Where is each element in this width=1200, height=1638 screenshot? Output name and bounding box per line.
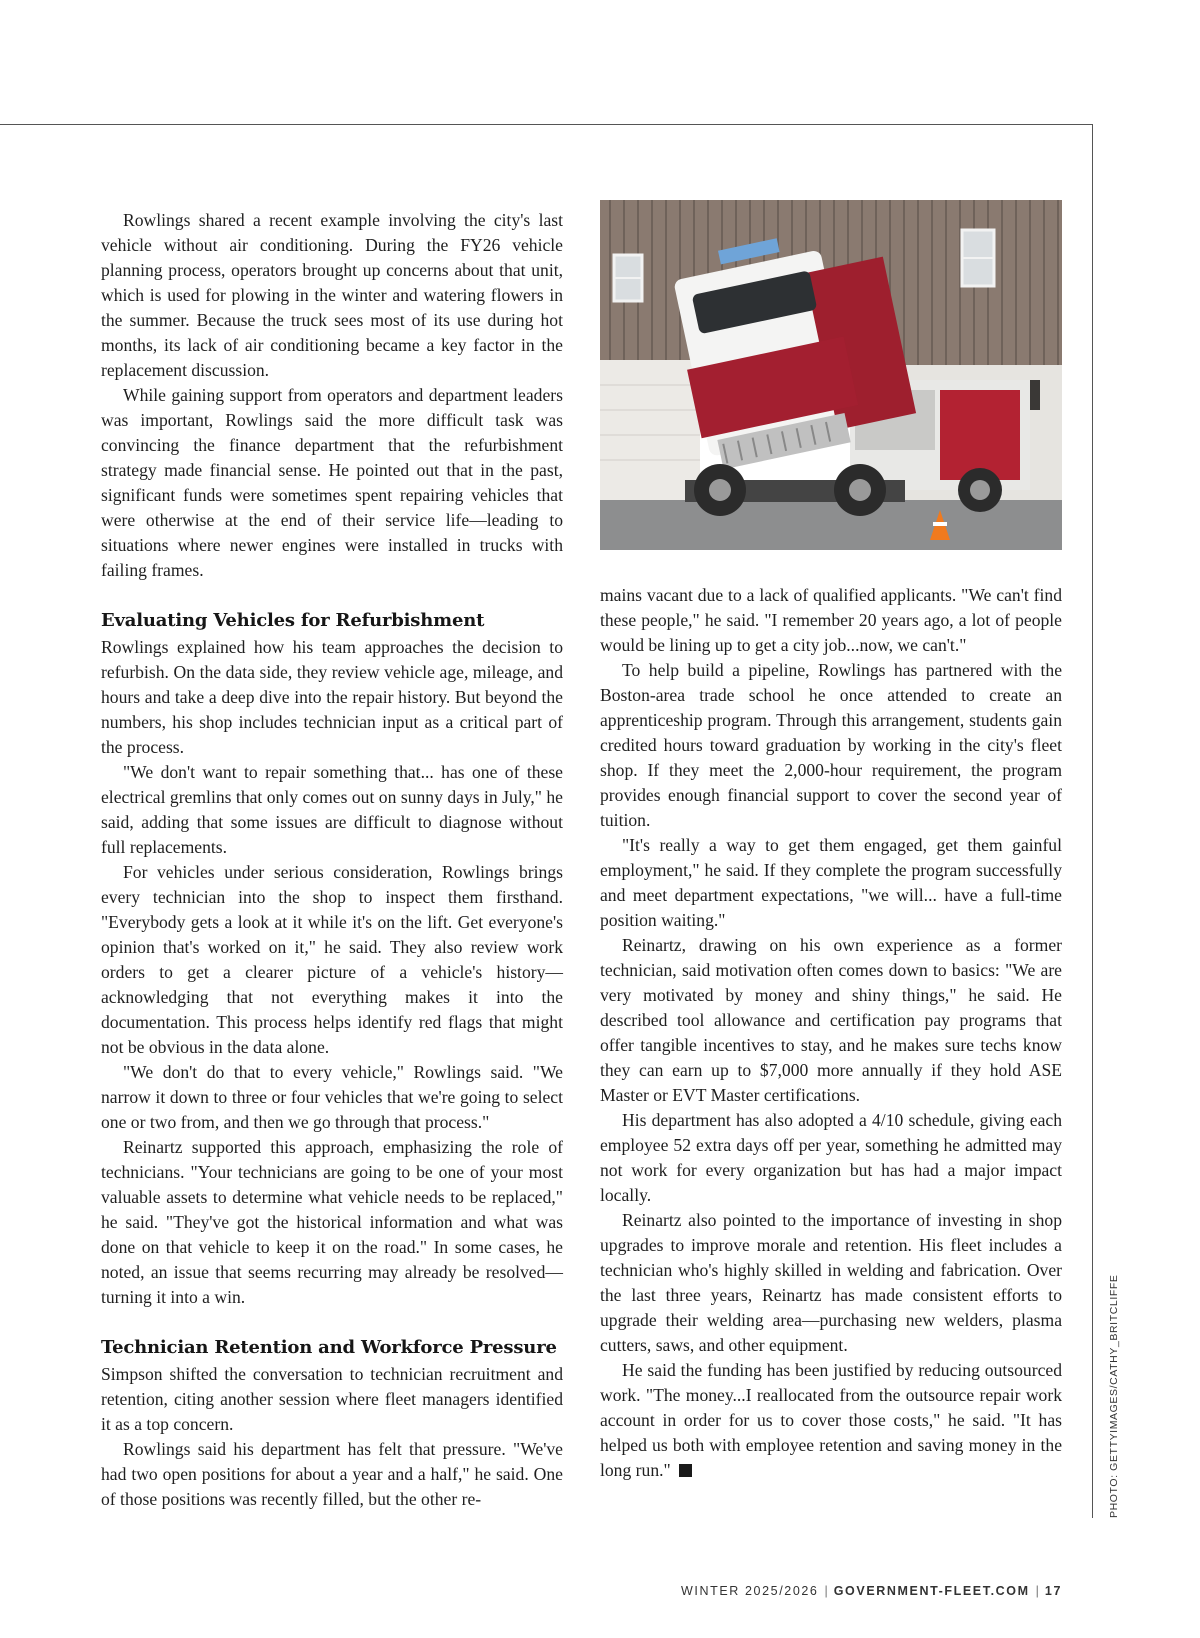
paragraph: Reinartz supported this approach, emphasizing the role of technicians. "Your technicians are going to be one of your most valuable assets to determine what vehicle needs to be replaced," he said. "They've got the historical information and what was done on that vehicle to keep it on the road." In some cases, he noted, an issue that seems recurring may already be resolved—turning it into a win. — [101, 1137, 563, 1307]
article-left-column — [101, 208, 563, 1512]
photo-credit: PHOTO: GETTYIMAGES/CATHY_BRITCLIFFE — [1108, 1274, 1120, 1518]
paragraph: "We don't want to repair something that... has one of these electrical gremlins that only comes out on sunny days in July," he said, adding that some issues are difficult to diagnose without full replacements. — [101, 762, 563, 857]
paragraph: Rowlings shared a recent example involving the city's last vehicle without air conditioning. During the FY26 vehicle planning process, operators brought up concerns about that unit, which is used for plowing in the winter and watering flowers in the summer. Because the truck sees most of its use during hot months, its lack of air conditioning became a key factor in the replacement discussion. — [101, 210, 563, 380]
page-frame-top-rule — [0, 124, 1092, 125]
end-of-article-mark — [679, 1464, 692, 1477]
paragraph: To help build a pipeline, Rowlings has partnered with the Boston-area trade school he once attended to create an apprenticeship program. Through this arrangement, students gain credited hours toward graduation by working in the city's fleet shop. If they meet the 2,000-hour requirement, the program provides enough financial support to cover the second year of tuition. — [600, 660, 1062, 830]
section-heading-refurbishment: Evaluating Vehicles for Refurbishment — [101, 610, 485, 631]
paragraph: Reinartz also pointed to the importance of investing in shop upgrades to improve morale and retention. His fleet includes a technician who's highly skilled in welding and fabrication. Over the last three years, Reinartz has made consistent efforts to upgrade their welding area—purchasing new welders, plasma cutters, saws, and other equipment. — [600, 1210, 1062, 1355]
fire-truck-photo — [600, 200, 1062, 550]
paragraph: For vehicles under serious consideration, Rowlings brings every technician into the shop to inspect them firsthand. "Everybody gets a look at it while it's on the lift. Get everyone's opinion that's worked on it," he said. They also review work orders to get a clearer picture of a vehicle's history—acknowledging that not everything makes it into the documentation. This process helps identify red flags that might not be obvious in the data alone. — [101, 862, 563, 1057]
issue-date: WINTER 2025/2026 — [681, 1584, 819, 1598]
paragraph: "It's really a way to get them engaged, get them gainful employment," he said. If they complete the program successfully and meet department expectations, "we will... have a full-time position waiting." — [600, 835, 1062, 930]
page-frame-right-rule — [1092, 124, 1093, 1518]
footer-separator: | — [1035, 1584, 1039, 1598]
website-name: GOVERNMENT-FLEET.COM — [833, 1584, 1030, 1598]
paragraph: While gaining support from operators and department leaders was important, Rowlings said the more difficult task was convincing the finance department that the refurbishment strategy made financial sense. He pointed out that in the past, significant funds were sometimes spent repairing vehicles that were otherwise at the end of their service life—leading to situations where newer engines were installed in trucks with failing frames. — [101, 385, 563, 580]
paragraph: "We don't do that to every vehicle," Rowlings said. "We narrow it down to three or four vehicles that we're going to select one or two from, and then we go through that process." — [101, 1062, 563, 1132]
paragraph: Rowlings explained how his team approaches the decision to refurbish. On the data side, they review vehicle age, mileage, and hours and take a deep dive into the repair history. But beyond the numbers, his shop includes technician input as a critical part of the process. — [101, 637, 563, 757]
page-footer — [681, 1584, 1062, 1598]
paragraph: His department has also adopted a 4/10 schedule, giving each employee 52 extra days off per year, something he admitted may not work for every organization but has had a major impact locally. — [600, 1110, 1062, 1205]
paragraph: Rowlings said his department has felt that pressure. "We've had two open positions for about a year and a half," he said. One of those positions was recently filled, but the other re- — [101, 1439, 563, 1509]
page-number: 17 — [1044, 1584, 1062, 1598]
paragraph: Simpson shifted the conversation to technician recruitment and retention, citing another session where fleet managers identified it as a top concern. — [101, 1364, 563, 1434]
paragraph-text: He said the funding has been justified by reducing outsourced work. "The money...I reallocated from the outsource repair work account in order for us to cover those costs," he said. "It has helped us both with employee retention and saving money in the long run." — [600, 1360, 1062, 1480]
section-heading-retention: Technician Retention and Workforce Pressure — [101, 1337, 557, 1358]
paragraph: Reinartz, drawing on his own experience as a former technician, said motivation often comes down to basics: "We are very motivated by money and shiny things," he said. He described tool allowance and certification pay programs that offer tangible incentives to stay, and he makes sure techs know they can earn up to $7,000 more annually if they hold ASE Master or EVT Master certifications. — [600, 935, 1062, 1105]
footer-separator: | — [824, 1584, 828, 1598]
paragraph-final — [600, 1358, 1062, 1483]
paragraph: mains vacant due to a lack of qualified applicants. "We can't find these people," he said. "I remember 20 years ago, a lot of people would be lining up to get a city job...now, we can't." — [600, 585, 1062, 655]
article-right-column — [600, 583, 1062, 1483]
